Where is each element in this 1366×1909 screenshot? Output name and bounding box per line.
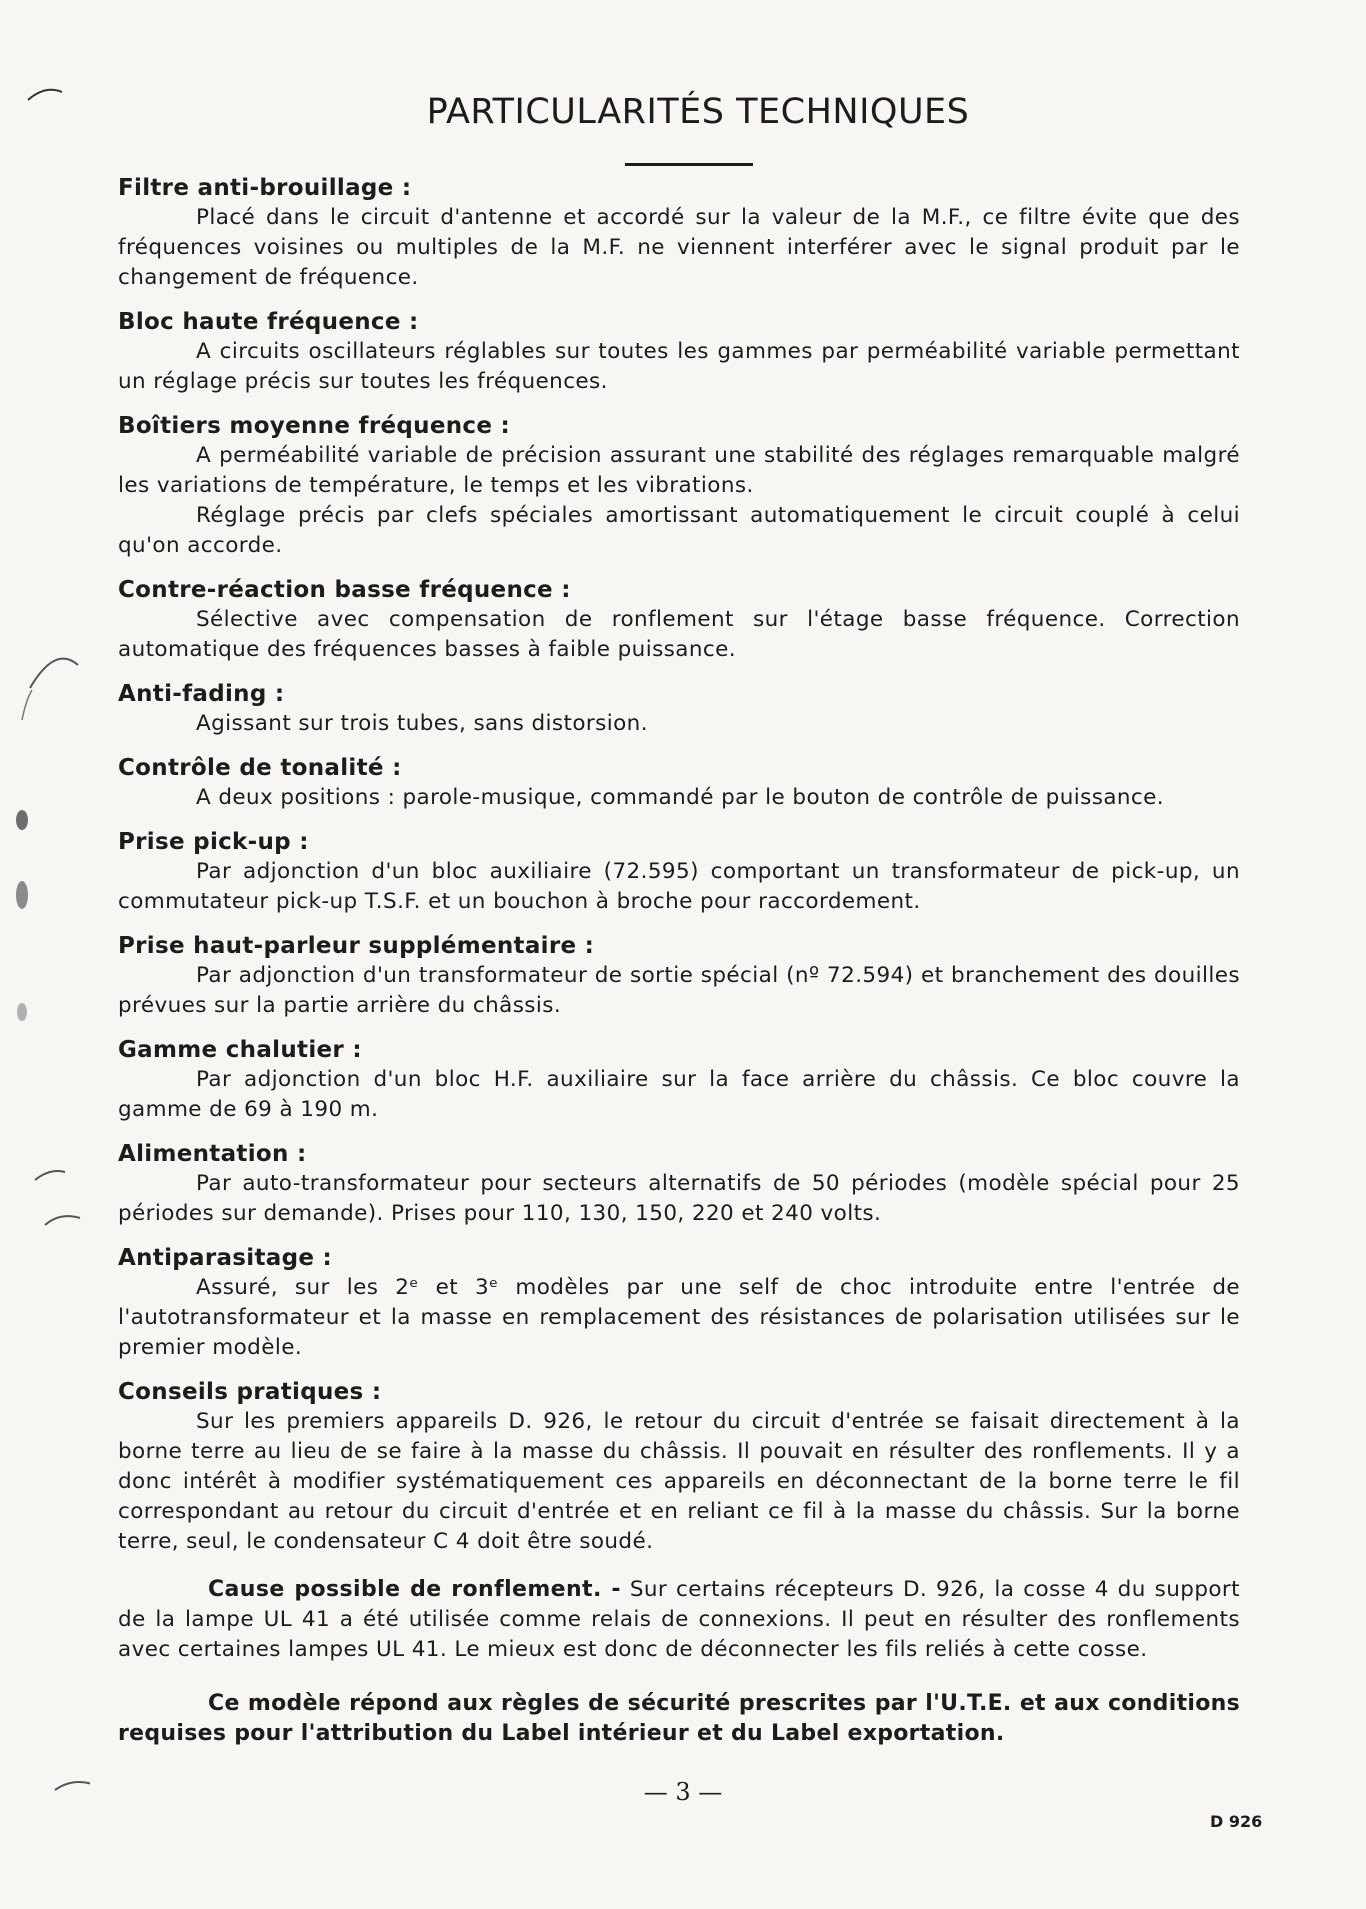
title-underline <box>625 163 753 166</box>
model-reference: D 926 <box>1210 1812 1263 1831</box>
section-heading: Contre-réaction basse fréquence : <box>118 577 571 603</box>
section-tonalite <box>118 754 1240 813</box>
section-anti-fading <box>118 680 1240 739</box>
section-text: A circuits oscillateurs réglables sur toutes les gammes par perméabilité variable permettant un réglage précis sur toutes les fréquences. <box>118 339 1240 394</box>
section-text: Par adjonction d'un bloc auxiliaire (72.595) comportant un transformateur de pick-up, un commutateur pick-up T.S.F. et un bouchon à broche pour raccordement. <box>118 859 1240 914</box>
section-heading: Bloc haute fréquence : <box>118 309 419 335</box>
section-text: Réglage précis par clefs spéciales amortissant automatiquement le circuit couplé à celui qu'on accorde. <box>118 503 1240 558</box>
margin-scan-marks <box>0 0 90 1909</box>
corner-mark-low-2 <box>45 1216 80 1225</box>
compliance-statement: Ce modèle répond aux règles de sécurité prescrites par l'U.T.E. et aux conditions requises pour l'attribution du Label intérieur et du Label exportation. <box>118 1691 1240 1746</box>
section-heading: Alimentation : <box>118 1141 307 1167</box>
section-text: A perméabilité variable de précision assurant une stabilité des réglages remarquable malgré les variations de température, le temps et les vibrations. <box>118 443 1240 498</box>
section-antiparasitage <box>118 1244 1240 1363</box>
section-heading: Filtre anti-brouillage : <box>118 175 412 201</box>
section-text: Assuré, sur les 2ᵉ et 3ᵉ modèles par une self de choc introduite entre l'entrée de l'autotransformateur et la masse en remplacement des résistances de polarisation utilisées sur le premier modèle. <box>118 1275 1240 1360</box>
section-heading: Prise pick-up : <box>118 829 309 855</box>
section-heading: Antiparasitage : <box>118 1245 333 1271</box>
hole-mark-1 <box>16 810 28 830</box>
hole-mark-2 <box>16 881 28 909</box>
section-heading: Anti-fading : <box>118 681 285 707</box>
section-text: Sélective avec compensation de ronflement sur l'étage basse fréquence. Correction automatique des fréquences basses à faible puissance. <box>118 607 1240 662</box>
section-contre-reaction <box>118 576 1240 665</box>
corner-mark-mid <box>30 659 78 688</box>
section-haut-parleur <box>118 932 1240 1021</box>
section-alimentation <box>118 1140 1240 1229</box>
section-heading: Prise haut-parleur supplémentaire : <box>118 933 595 959</box>
note-lead: Cause possible de ronflement. - <box>208 1577 621 1602</box>
page-title: PARTICULARITÉS TECHNIQUES <box>426 92 970 132</box>
section-heading: Conseils pratiques : <box>118 1379 382 1405</box>
section-text: Par auto-transformateur pour secteurs alternatifs de 50 périodes (modèle spécial pour 25 périodes sur demande). Prises pour 110, 130, 150, 220 et 240 volts. <box>118 1171 1240 1226</box>
section-text: Sur les premiers appareils D. 926, le retour du circuit d'entrée se faisait directement à la borne terre au lieu de se faire à la masse du châssis. Il pouvait en résulter des ronflements. Il y a donc intérêt à modifier systématiquement ces appareils en déconnectant de la borne terre le fil correspondant au retour du circuit d'entrée et en reliant ce fil à la masse du châssis. Sur la borne terre, seul, le condensateur C 4 doit être soudé. <box>118 1409 1240 1554</box>
section-pick-up <box>118 828 1240 917</box>
section-text: Placé dans le circuit d'antenne et accordé sur la valeur de la M.F., ce filtre évite que des fréquences voisines ou multiples de la M.F. ne viennent interférer avec le signal produit par le changement de fréquence. <box>118 205 1240 290</box>
section-chalutier <box>118 1036 1240 1125</box>
section-text: Par adjonction d'un transformateur de sortie spécial (nº 72.594) et branchement des douilles prévues sur la partie arrière du châssis. <box>118 963 1240 1018</box>
section-heading: Boîtiers moyenne fréquence : <box>118 413 511 439</box>
section-bloc-hf <box>118 308 1240 397</box>
section-text: Agissant sur trois tubes, sans distorsion. <box>196 711 648 736</box>
ronflement-note <box>118 1575 1240 1665</box>
technical-specs <box>118 174 1240 1749</box>
section-filtre <box>118 174 1240 293</box>
section-heading: Gamme chalutier : <box>118 1037 362 1063</box>
section-conseils <box>118 1378 1240 1557</box>
section-text: A deux positions : parole-musique, commandé par le bouton de contrôle de puissance. <box>196 785 1165 810</box>
section-text: Par adjonction d'un bloc H.F. auxiliaire sur la face arrière du châssis. Ce bloc couvre la gamme de 69 à 190 m. <box>118 1067 1240 1122</box>
page-number: — 3 — <box>643 1778 723 1806</box>
section-boitiers-mf <box>118 412 1240 561</box>
corner-mark-mid-2 <box>22 690 32 720</box>
note-text: Sur certains récepteurs D. 926, la cosse 4 du support de la lampe UL 41 a été utilisée comme relais de connexions. Il peut en résulter des ronflements avec certaines lampes UL 41. Le mieux est donc de déconnecter les fils reliés à cette cosse. <box>118 1577 1240 1662</box>
section-heading: Contrôle de tonalité : <box>118 755 402 781</box>
corner-mark-low <box>35 1171 65 1180</box>
hole-mark-3 <box>17 1003 27 1021</box>
